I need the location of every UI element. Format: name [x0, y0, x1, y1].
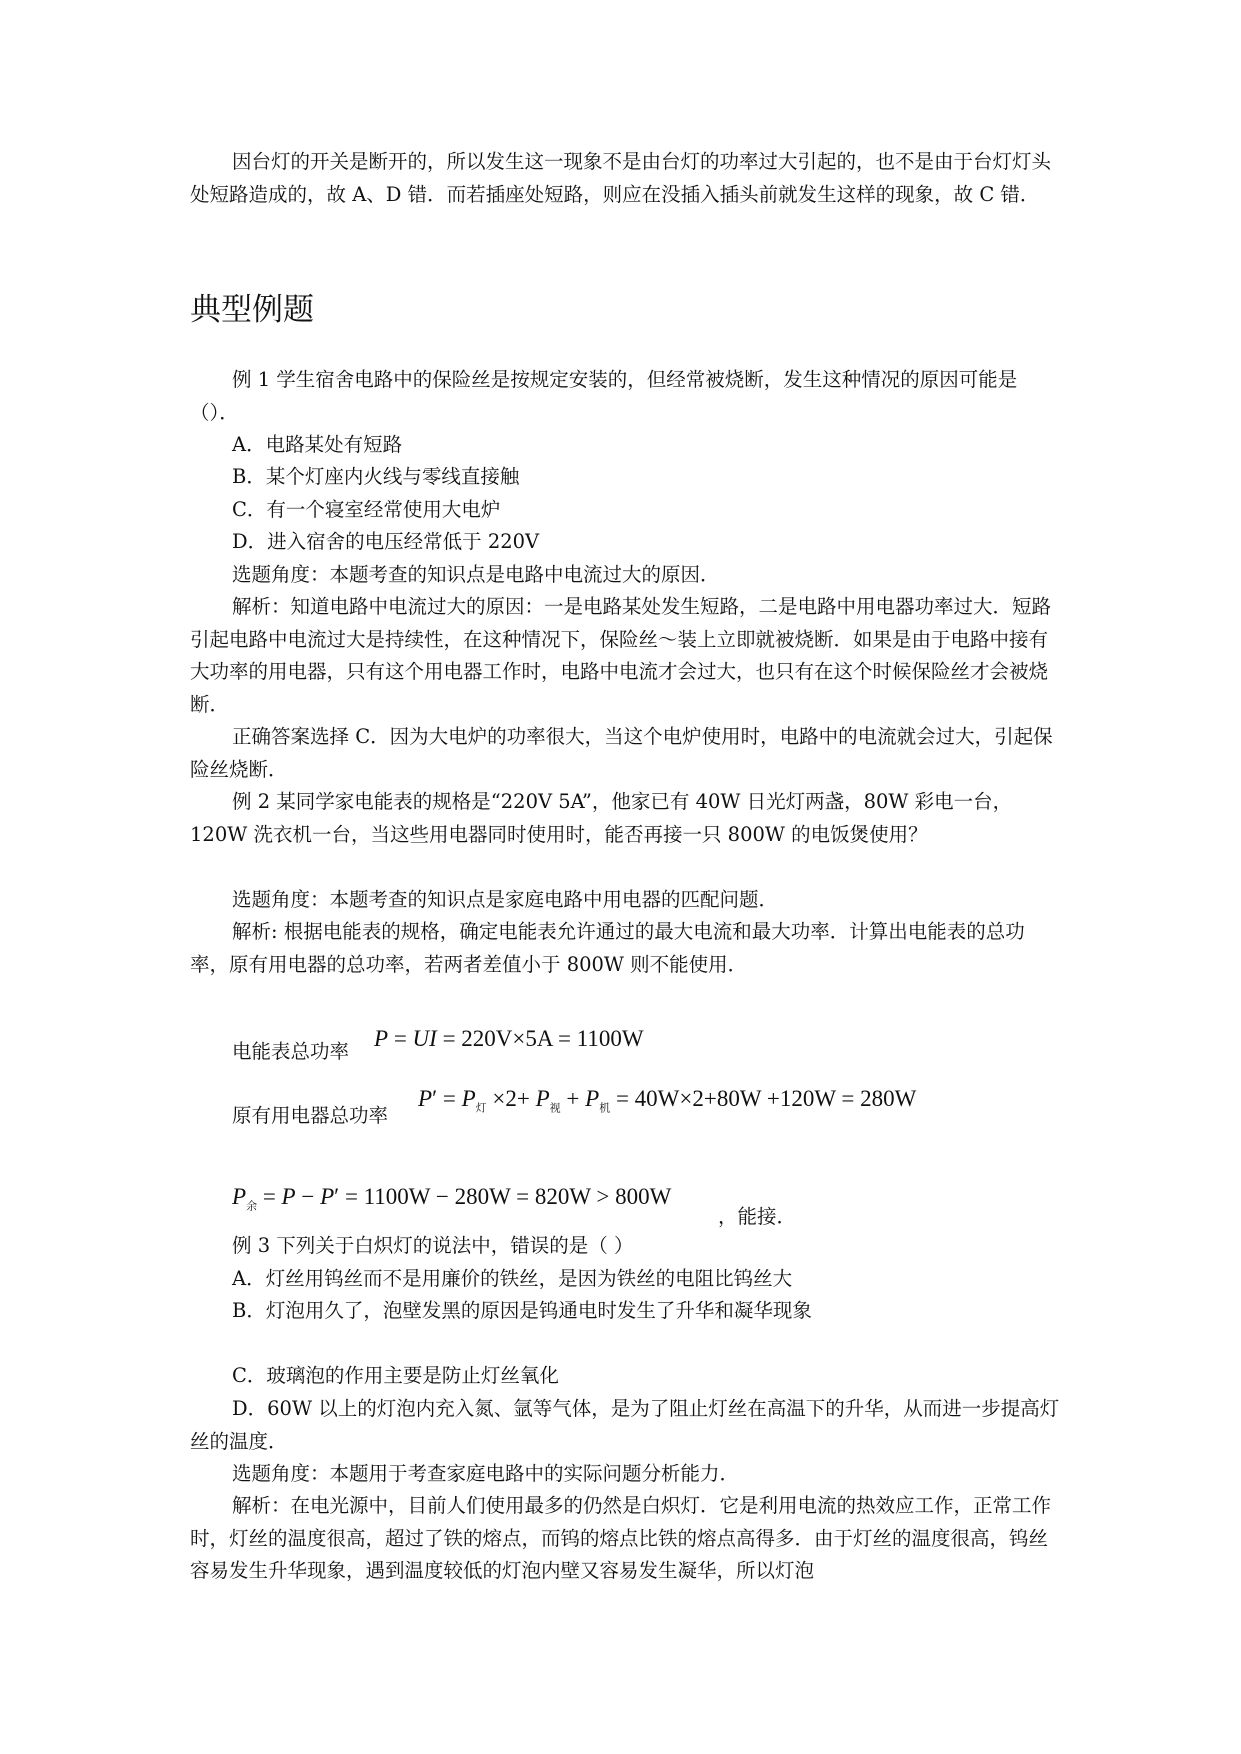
formula-remaining-power: $P_余 = P - P' = 1100W - 280W = 820W > 800W$ [232, 1184, 672, 1213]
section-heading: 典型例题 [190, 292, 314, 328]
example-1-analysis: 解析：知道电路中电流过大的原因：一是电路某处发生短路，二是电路中用电器功率过大．短路引起电路中电流过大是持续性，在这种情况下，保险丝～装上立即就被烧断．如果是由于电路中接有大功率的用电器，只有这个用电器工作时，电路中电流才会过大，也只有在这个时候保险丝才会被烧断． [190, 595, 1052, 716]
example-3-option-b: B．灯泡用久了，泡壁发黑的原因是钨通电时发生了升华和凝华现象 [232, 1299, 812, 1322]
label-existing-power: 原有用电器总功率 [232, 1104, 389, 1127]
example-3-option-a: A．灯丝用钨丝而不是用廉价的铁丝，是因为铁丝的电阻比钨丝大 [232, 1267, 793, 1290]
example-3-option-c: C．玻璃泡的作用主要是防止灯丝氧化 [232, 1364, 559, 1387]
example-3-analysis: 解析：在电光源中，目前人们使用最多的仍然是白炽灯．它是利用电流的热效应工作，正常工作时，灯丝的温度很高，超过了铁的熔点，而钨的熔点比铁的熔点高得多．由于灯丝的温度很高，钨丝容易发生升华现象，遇到温度较低的灯泡内壁又容易发生凝华，所以灯泡 [190, 1494, 1052, 1582]
label-total-power: 电能表总功率 [232, 1040, 350, 1063]
example-1-angle: 选题角度：本题考查的知识点是电路中电流过大的原因． [232, 563, 720, 586]
intro-paragraph: 因台灯的开关是断开的，所以发生这一现象不是由台灯的功率过大引起的，也不是由于台灯灯头处短路造成的，故 A、D 错．而若插座处短路，则应在没插入插头前就发生这样的现象，故 C 错． [190, 150, 1052, 206]
example-2-angle: 选题角度：本题考查的知识点是家庭电路中用电器的匹配问题． [232, 888, 779, 911]
subscript-washer: 机 [599, 1102, 611, 1115]
example-1-option-a: A．电路某处有短路 [232, 433, 403, 456]
formula-total-power: P = UI = 220V×5A = 1100W [374, 1026, 644, 1051]
example-1-answer: 正确答案选择 C．因为大电炉的功率很大，当这个电炉使用时，电路中的电流就会过大，引起保险丝烧断． [190, 725, 1053, 781]
formula-total-power-rhs: = 220V×5A = 1100W [442, 1026, 644, 1051]
example-1-option-c: C．有一个寝室经常使用大电炉 [232, 498, 501, 521]
example-2-question: 例 2 某同学家电能表的规格是“220V 5A”，他家已有 40W 日光灯两盏，80W 彩电一台，120W 洗衣机一台，当这些用电器同时使用时，能否再接一只 800W 的电饭煲使用？ [190, 790, 1013, 846]
subscript-remaining: 余 [246, 1200, 258, 1213]
conclusion-text: ，能接． [718, 1205, 797, 1228]
example-1-option-b: B．某个灯座内火线与零线直接触 [232, 465, 520, 488]
example-3-angle: 选题角度：本题用于考查家庭电路中的实际问题分析能力． [232, 1462, 740, 1485]
subscript-lamp: 灯 [475, 1102, 487, 1115]
subscript-tv: 视 [549, 1102, 561, 1115]
formula-remaining-power-rhs: = 1100W − 280W = 820W > 800W [344, 1184, 672, 1209]
example-1-question: 例 1 学生宿舍电路中的保险丝是按规定安装的，但经常被烧断，发生这种情况的原因可能是（）． [190, 368, 1018, 424]
example-2-analysis: 解析: 根据电能表的规格，确定电能表允许通过的最大电流和最大功率．计算出电能表的总功率，原有用电器的总功率，若两者差值小于 800W 则不能使用． [190, 920, 1025, 976]
example-3-option-d: D．60W 以上的灯泡内充入氮、氩等气体，是为了阻止灯丝在高温下的升华，从而进一步提高灯丝的温度． [190, 1397, 1060, 1453]
example-1-option-d: D．进入宿舍的电压经常低于 220V [232, 530, 540, 553]
formula-existing-power-rhs: = 40W×2+80W +120W = 280W [615, 1086, 917, 1111]
example-3-question: 例 3 下列关于白炽灯的说法中，错误的是（ ） [232, 1234, 634, 1257]
formula-existing-power: $P' = P_灯 \times 2+ P_视 + P_机 = 40W\times 2+80W +120W = 280W$ [418, 1086, 917, 1115]
